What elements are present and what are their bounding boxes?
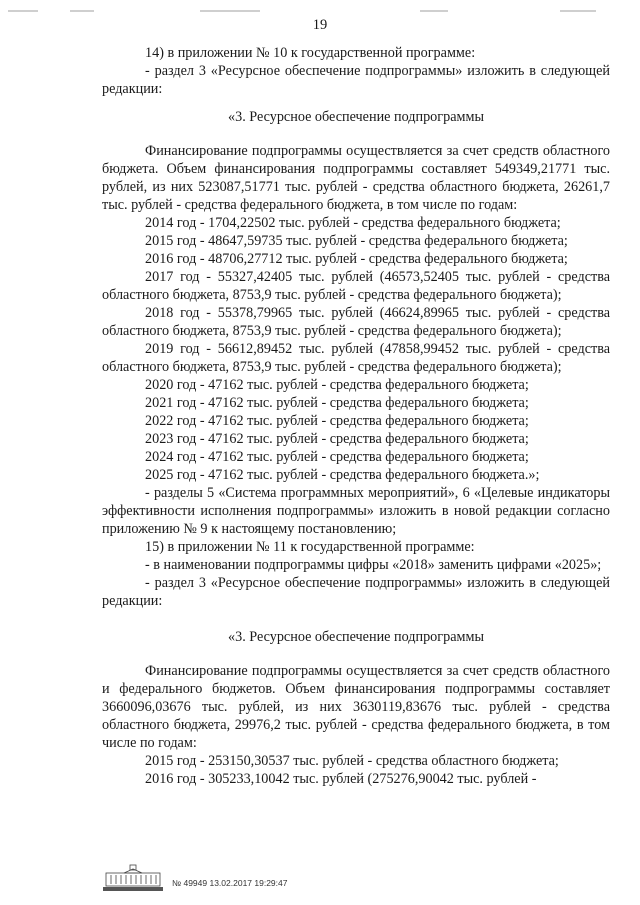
- scan-artifact-line: [560, 10, 596, 12]
- section-3-replace-instruction: - раздел 3 «Ресурсное обеспечение подпрограммы» изложить в следующей редакции:: [102, 63, 610, 97]
- financing-paragraph: Финансирование подпрограммы осуществляется за счет средств областного и федерального бюджетов. Объем финансирования подпрограммы составляет 3660096,03676 тыс. рублей, из них 3630119,83676 тыс. рублей - средства областного бюджета, 29976,2 тыс. рублей - средства федерального бюджета, в том числе по годам:: [102, 663, 610, 751]
- year-2023-line: 2023 год - 47162 тыс. рублей - средства федерального бюджета;: [145, 431, 529, 447]
- item-14-heading: 14) в приложении № 10 к государственной программе:: [145, 45, 476, 61]
- year-2016-line: 2016 год - 305233,10042 тыс. рублей (275276,90042 тыс. рублей -: [145, 771, 537, 787]
- government-building-logo-icon: [102, 864, 164, 892]
- year-2014-line: 2014 год - 1704,22502 тыс. рублей - средства федерального бюджета;: [145, 215, 561, 231]
- section-3-replace-instruction: - раздел 3 «Ресурсное обеспечение подпрограммы» изложить в следующей редакции:: [102, 575, 610, 609]
- financing-paragraph: Финансирование подпрограммы осуществляется за счет средств областного бюджета. Объем финансирования подпрограммы составляет 549349,21771 тыс. рублей, из них 523087,51771 тыс. рублей - средства областного бюджета, 26261,7 тыс. рублей - средства федерального бюджета, в том числе по годам:: [102, 143, 610, 213]
- scan-artifact-line: [8, 10, 38, 12]
- year-2024-line: 2024 год - 47162 тыс. рублей - средства федерального бюджета;: [145, 449, 529, 465]
- year-2018-line: 2018 год - 55378,79965 тыс. рублей (46624,89965 тыс. рублей - средства областного бюджета, 8753,9 тыс. рублей - средства федерального бюджета);: [102, 305, 610, 339]
- document-body: [102, 44, 610, 788]
- scan-artifact-line: [200, 10, 260, 12]
- year-2022-line: 2022 год - 47162 тыс. рублей - средства федерального бюджета;: [145, 413, 529, 429]
- year-2021-line: 2021 год - 47162 тыс. рублей - средства федерального бюджета;: [145, 395, 529, 411]
- year-2015-line: 2015 год - 48647,59735 тыс. рублей - средства федерального бюджета;: [145, 233, 568, 249]
- document-footer: [102, 862, 287, 892]
- section-title: «3. Ресурсное обеспечение подпрограммы: [228, 629, 484, 645]
- scan-artifact-line: [420, 10, 448, 12]
- sections-5-6-instruction: - разделы 5 «Система программных мероприятий», 6 «Целевые индикаторы эффективности исполнения подпрограммы» изложить в новой редакции согласно приложению № 9 к настоящему постановлению;: [102, 485, 610, 537]
- registration-stamp: № 49949 13.02.2017 19:29:47: [172, 878, 288, 888]
- title-digits-instruction: - в наименовании подпрограммы цифры «2018» заменить цифрами «2025»;: [145, 557, 602, 573]
- year-2016-line: 2016 год - 48706,27712 тыс. рублей - средства федерального бюджета;: [145, 251, 568, 267]
- page-number: 19: [312, 17, 328, 33]
- scan-artifact-line: [70, 10, 94, 12]
- year-2025-line: 2025 год - 47162 тыс. рублей - средства федерального бюджета.»;: [145, 467, 540, 483]
- item-15-heading: 15) в приложении № 11 к государственной программе:: [145, 539, 475, 555]
- year-2019-line: 2019 год - 56612,89452 тыс. рублей (47858,99452 тыс. рублей - средства областного бюджета, 8753,9 тыс. рублей - средства федерального бюджета);: [102, 341, 610, 375]
- year-2020-line: 2020 год - 47162 тыс. рублей - средства федерального бюджета;: [145, 377, 529, 393]
- year-2017-line: 2017 год - 55327,42405 тыс. рублей (46573,52405 тыс. рублей - средства областного бюджета, 8753,9 тыс. рублей - средства федерального бюджета);: [102, 269, 610, 303]
- section-title: «3. Ресурсное обеспечение подпрограммы: [228, 109, 484, 125]
- year-2015-line: 2015 год - 253150,30537 тыс. рублей - средства областного бюджета;: [145, 753, 559, 769]
